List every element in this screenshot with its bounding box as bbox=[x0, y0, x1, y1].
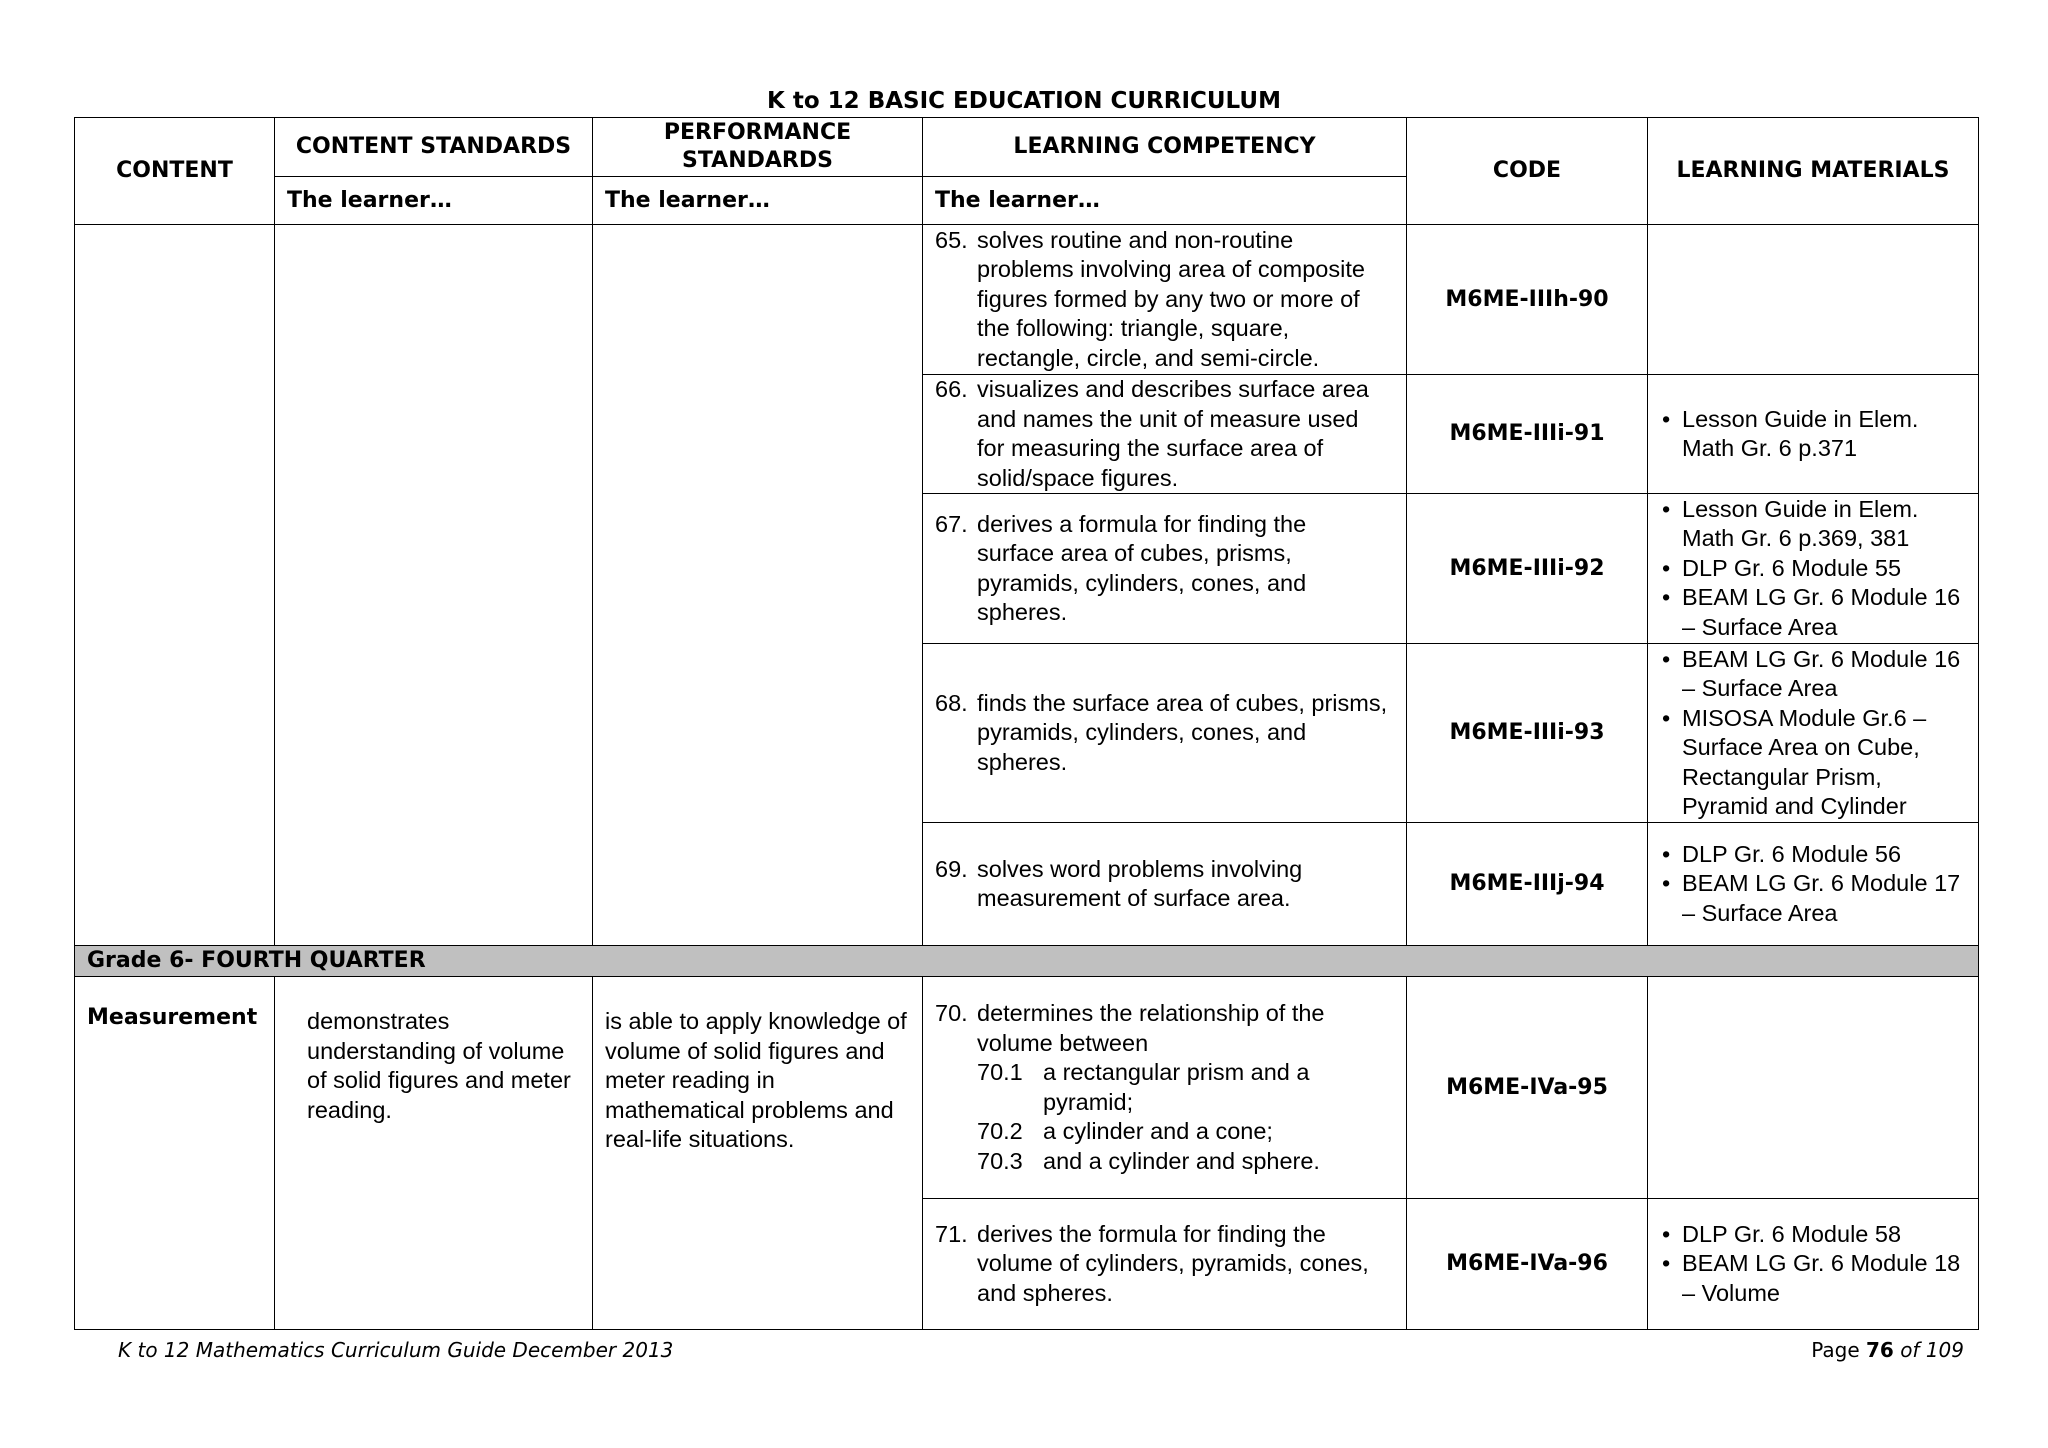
learning-competency-cell bbox=[923, 225, 1407, 375]
footer-page-total: of 109 bbox=[1900, 1338, 1964, 1362]
learning-competency-cell bbox=[923, 823, 1407, 946]
competency-text: derives the formula for finding the volume of cylinders, pyramids, cones, and spheres. bbox=[977, 1220, 1369, 1306]
competency-body bbox=[977, 689, 1388, 778]
competency-subitem bbox=[977, 1117, 1388, 1147]
header-content-standards: CONTENT STANDARDS bbox=[275, 118, 593, 177]
material-text: BEAM LG Gr. 6 Module 16 – Surface Area bbox=[1682, 645, 1961, 701]
material-text: BEAM LG Gr. 6 Module 17 – Surface Area bbox=[1682, 870, 1961, 926]
competency-body bbox=[977, 375, 1388, 493]
bullet-icon: • bbox=[1662, 870, 1671, 897]
material-item bbox=[1662, 704, 1968, 822]
bullet-icon: • bbox=[1662, 405, 1671, 432]
code-cell: M6ME-IIIi-93 bbox=[1407, 644, 1648, 823]
footer-guide-title: K to 12 Mathematics Curriculum Guide December 2013 bbox=[118, 1338, 674, 1362]
learning-materials-cell bbox=[1648, 644, 1979, 823]
materials-list bbox=[1648, 1220, 1978, 1309]
footer-page-number bbox=[1811, 1338, 1964, 1362]
competency-item bbox=[923, 1220, 1406, 1309]
subitem-text: and a cylinder and sphere. bbox=[1043, 1147, 1320, 1174]
learning-materials-cell bbox=[1648, 823, 1979, 946]
competency-row bbox=[75, 977, 1979, 1199]
bullet-icon: • bbox=[1662, 584, 1671, 611]
competency-number: 70. bbox=[935, 1000, 968, 1026]
bullet-icon: • bbox=[1662, 704, 1671, 731]
subheader-learner-lc: The learner… bbox=[923, 177, 1407, 225]
learning-materials-cell bbox=[1648, 375, 1979, 494]
code-cell: M6ME-IVa-95 bbox=[1407, 977, 1648, 1199]
competency-body bbox=[977, 226, 1388, 374]
code-cell: M6ME-IIIi-91 bbox=[1407, 375, 1648, 494]
competency-body bbox=[977, 510, 1388, 628]
content-standard-cell bbox=[275, 977, 593, 1330]
subitem-number: 70.3 bbox=[977, 1147, 1023, 1174]
competency-subitem bbox=[977, 1147, 1388, 1177]
materials-list bbox=[1648, 405, 1978, 464]
material-item bbox=[1662, 583, 1968, 642]
competency-body bbox=[977, 855, 1388, 914]
competency-text: derives a formula for finding the surface area of cubes, prisms, pyramids, cylinders, cones, and spheres. bbox=[977, 510, 1307, 625]
competency-text: solves routine and non-routine problems involving area of composite figures formed by any two or more of the following: triangle, square, rectangle, circle, and semi-circle. bbox=[977, 226, 1365, 371]
competency-text: finds the surface area of cubes, prisms, pyramids, cylinders, cones, and spheres. bbox=[977, 689, 1388, 775]
header-learning-competency: LEARNING COMPETENCY bbox=[923, 118, 1407, 177]
footer-page-current: 76 bbox=[1865, 1338, 1894, 1362]
competency-text: solves word problems involving measurement of surface area. bbox=[977, 855, 1303, 911]
content-label: Measurement bbox=[87, 1005, 258, 1030]
material-item bbox=[1662, 1249, 1968, 1308]
competency-text: visualizes and describes surface area and names the unit of measure used for measuring the surface area of solid/space figures. bbox=[977, 376, 1369, 491]
competency-body bbox=[977, 999, 1388, 1176]
material-item bbox=[1662, 645, 1968, 704]
material-item bbox=[1662, 840, 1968, 870]
subitem-number: 70.2 bbox=[977, 1118, 1023, 1144]
competency-body bbox=[977, 1220, 1388, 1309]
curriculum-table bbox=[74, 117, 1979, 1330]
learning-competency-cell bbox=[923, 1199, 1407, 1330]
header-performance-standards: PERFORMANCE STANDARDS bbox=[593, 118, 923, 177]
material-text: Lesson Guide in Elem. Math Gr. 6 p.371 bbox=[1682, 405, 1919, 461]
material-text: BEAM LG Gr. 6 Module 18 – Volume bbox=[1682, 1250, 1961, 1306]
code-cell: M6ME-IIIh-90 bbox=[1407, 225, 1648, 375]
subheader-learner-ps: The learner… bbox=[593, 177, 923, 225]
bullet-icon: • bbox=[1662, 1250, 1671, 1277]
subitem-number: 70.1 bbox=[977, 1059, 1023, 1085]
material-item bbox=[1662, 1220, 1968, 1250]
material-text: DLP Gr. 6 Module 58 bbox=[1682, 1220, 1902, 1247]
learning-materials-cell bbox=[1648, 1199, 1979, 1330]
bullet-icon: • bbox=[1662, 840, 1671, 867]
subheader-learner-cs: The learner… bbox=[275, 177, 593, 225]
competency-item bbox=[923, 375, 1406, 493]
material-text: Lesson Guide in Elem. Math Gr. 6 p.369, 381 bbox=[1682, 495, 1919, 552]
competency-item bbox=[923, 855, 1406, 914]
materials-list bbox=[1648, 645, 1978, 822]
materials-list bbox=[1648, 495, 1978, 643]
learning-competency-cell bbox=[923, 977, 1407, 1199]
content-cell bbox=[75, 977, 275, 1330]
document-title: K to 12 BASIC EDUCATION CURRICULUM bbox=[767, 88, 1281, 114]
header-code: CODE bbox=[1407, 118, 1648, 225]
materials-list bbox=[1648, 840, 1978, 929]
material-text: DLP Gr. 6 Module 55 bbox=[1682, 554, 1902, 581]
code-cell: M6ME-IVa-96 bbox=[1407, 1199, 1648, 1330]
bullet-icon: • bbox=[1662, 495, 1671, 522]
competency-number: 71. bbox=[935, 1220, 968, 1247]
header-content: CONTENT bbox=[75, 118, 275, 225]
quarter-banner-row bbox=[75, 946, 1979, 977]
material-text: DLP Gr. 6 Module 56 bbox=[1682, 840, 1902, 867]
competency-number: 65. bbox=[935, 226, 968, 253]
learning-competency-cell bbox=[923, 494, 1407, 644]
competency-number: 67. bbox=[935, 510, 968, 537]
footer-page-prefix: Page bbox=[1811, 1338, 1860, 1362]
material-item bbox=[1662, 495, 1968, 554]
competency-number: 66. bbox=[935, 376, 968, 402]
bullet-icon: • bbox=[1662, 554, 1671, 581]
competency-number: 69. bbox=[935, 855, 968, 882]
learning-materials-cell bbox=[1648, 225, 1979, 375]
content-standard-text: demonstrates understanding of volume of solid figures and meter reading. bbox=[307, 1008, 571, 1123]
competency-text: determines the relationship of the volume between bbox=[977, 1000, 1325, 1056]
quarter-banner: Grade 6- FOURTH QUARTER bbox=[75, 946, 1979, 977]
competency-item bbox=[923, 999, 1406, 1176]
competency-subitems bbox=[977, 1058, 1388, 1176]
material-text: MISOSA Module Gr.6 – Surface Area on Cube, Rectangular Prism, Pyramid and Cylinder bbox=[1682, 704, 1927, 819]
material-text: BEAM LG Gr. 6 Module 16 – Surface Area bbox=[1682, 584, 1961, 640]
competency-number: 68. bbox=[935, 689, 968, 716]
competency-item bbox=[923, 510, 1406, 628]
bullet-icon: • bbox=[1662, 1220, 1671, 1247]
learning-materials-cell bbox=[1648, 494, 1979, 644]
code-cell: M6ME-IIIi-92 bbox=[1407, 494, 1648, 644]
competency-row bbox=[75, 225, 1979, 375]
header-learning-materials: LEARNING MATERIALS bbox=[1648, 118, 1979, 225]
competency-item bbox=[923, 689, 1406, 778]
code-cell: M6ME-IIIj-94 bbox=[1407, 823, 1648, 946]
subitem-text: a rectangular prism and a pyramid; bbox=[1043, 1059, 1310, 1115]
competency-item bbox=[923, 226, 1406, 374]
material-item bbox=[1662, 869, 1968, 928]
subitem-text: a cylinder and a cone; bbox=[1043, 1118, 1273, 1144]
learning-competency-cell bbox=[923, 644, 1407, 823]
learning-competency-cell bbox=[923, 375, 1407, 494]
competency-subitem bbox=[977, 1058, 1388, 1117]
material-item bbox=[1662, 554, 1968, 584]
performance-standard-cell-empty bbox=[593, 225, 923, 946]
performance-standard-text: is able to apply knowledge of volume of solid figures and meter reading in mathematical problems and real-life situations. bbox=[605, 1008, 907, 1152]
material-item bbox=[1662, 405, 1968, 464]
learning-materials-cell bbox=[1648, 977, 1979, 1199]
bullet-icon: • bbox=[1662, 645, 1671, 672]
content-standard-cell-empty bbox=[275, 225, 593, 946]
content-cell-empty bbox=[75, 225, 275, 946]
performance-standard-cell bbox=[593, 977, 923, 1330]
